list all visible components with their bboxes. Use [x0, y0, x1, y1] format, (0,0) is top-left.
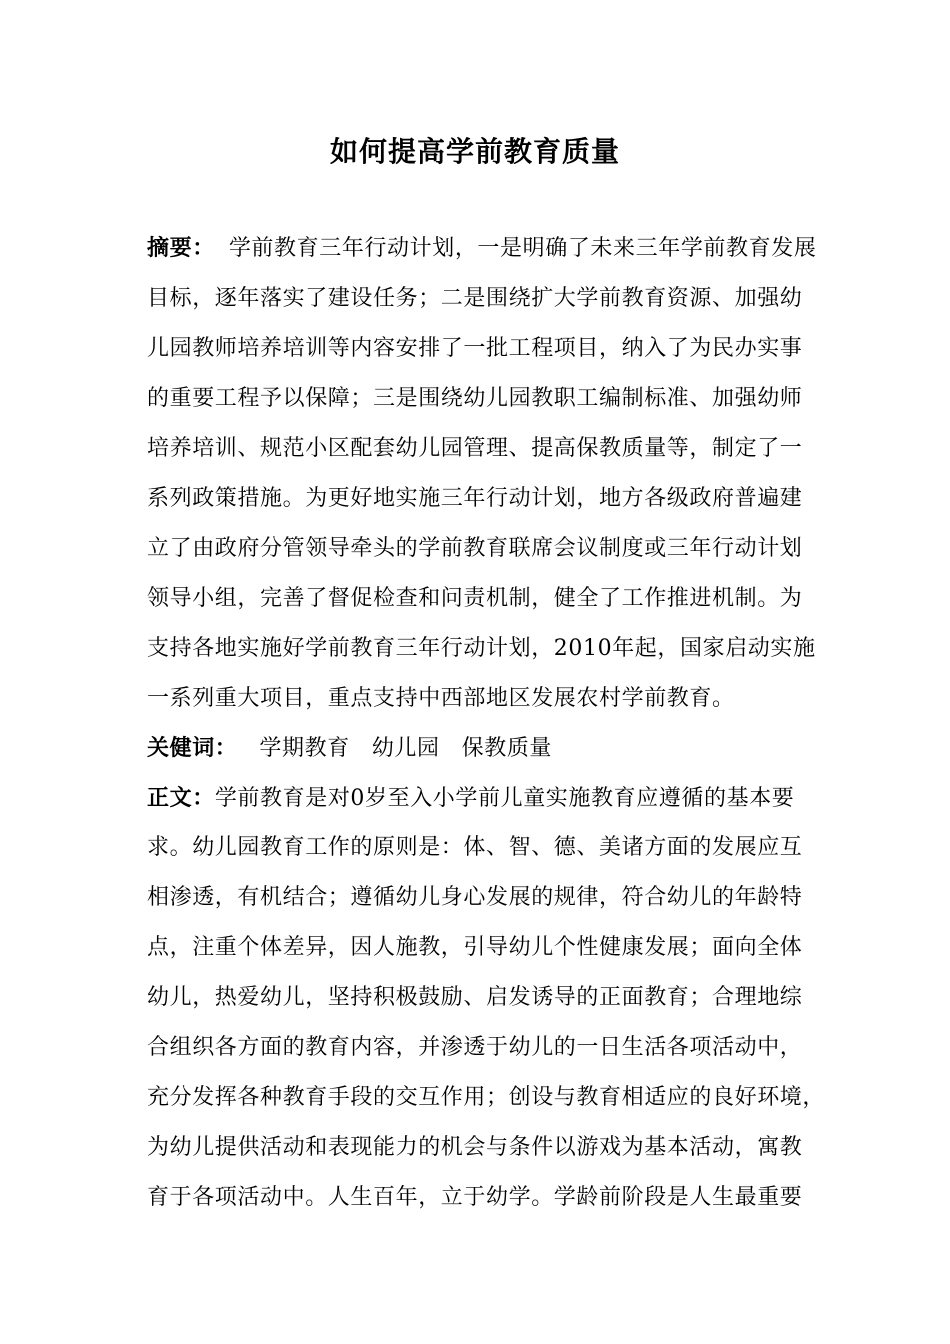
- keywords-line: [147, 733, 807, 764]
- abstract-line-4: 的重要工程予以保障；三是围绕幼儿园教职工编制标准、加强幼师: [147, 386, 803, 411]
- abstract-line-5: 培养培训、规范小区配套幼儿园管理、提高保教质量等，制定了一: [147, 436, 803, 461]
- body-line-3: 相渗透，有机结合；遵循幼儿身心发展的规律，符合幼儿的年龄特: [147, 885, 803, 910]
- abstract-line-10: 一系列重大项目，重点支持中西部地区发展农村学前教育。: [147, 686, 735, 711]
- abstract-line-3: 儿园教师培养培训等内容安排了一批工程项目，纳入了为民办实事: [147, 336, 803, 361]
- abstract-line-7: 立了由政府分管领导牵头的学前教育联席会议制度或三年行动计划: [147, 536, 803, 561]
- keywords-label: 关健词：: [147, 735, 238, 761]
- body-label: 正文：: [147, 785, 215, 811]
- abstract-line-6: 系列政策措施。为更好地实施三年行动计划，地方各级政府普遍建: [147, 486, 803, 511]
- abstract-label: 摘要：: [147, 235, 215, 261]
- body-line-4: 点，注重个体差异，因人施教，引导幼儿个性健康发展；面向全体: [147, 935, 803, 960]
- body-line-2: 求。幼儿园教育工作的原则是：体、智、德、美诸方面的发展应互: [147, 835, 803, 860]
- body-line-7: 充分发挥各种教育手段的交互作用；创设与教育相适应的良好环境，: [147, 1085, 826, 1110]
- body-line-9: 育于各项活动中。人生百年，立于幼学。学龄前阶段是人生最重要: [147, 1185, 803, 1210]
- abstract-text: 学前教育三年行动计划，一是明确了未来三年学前教育发展: [228, 236, 817, 261]
- abstract-line-8: 领导小组，完善了督促检查和问责机制，健全了工作推进机制。为: [147, 586, 803, 611]
- body-line-8: 为幼儿提供活动和表现能力的机会与条件以游戏为基本活动，寓教: [147, 1135, 803, 1160]
- keyword-item: 保教质量: [461, 736, 553, 761]
- body-line-1: [147, 783, 807, 814]
- document-title: 如何提高学前教育质量: [329, 135, 620, 168]
- abstract-line-9: 支持各地实施好学前教育三年行动计划，2010年起，国家启动实施: [147, 636, 816, 661]
- abstract-line-2: 目标，逐年落实了建设任务；二是围绕扩大学前教育资源、加强幼: [147, 286, 803, 311]
- body-line-5: 幼儿，热爱幼儿，坚持积极鼓励、启发诱导的正面教育；合理地综: [147, 985, 803, 1010]
- body-text: 学前教育是对0岁至入小学前儿童实施教育应遵循的基本要: [214, 786, 795, 811]
- body-line-6: 合组织各方面的教育内容，并渗透于幼儿的一日生活各项活动中，: [147, 1035, 803, 1060]
- abstract-line-1: [147, 233, 817, 264]
- keyword-item: 学期教育: [259, 736, 350, 761]
- keyword-item: 幼儿园: [371, 736, 440, 761]
